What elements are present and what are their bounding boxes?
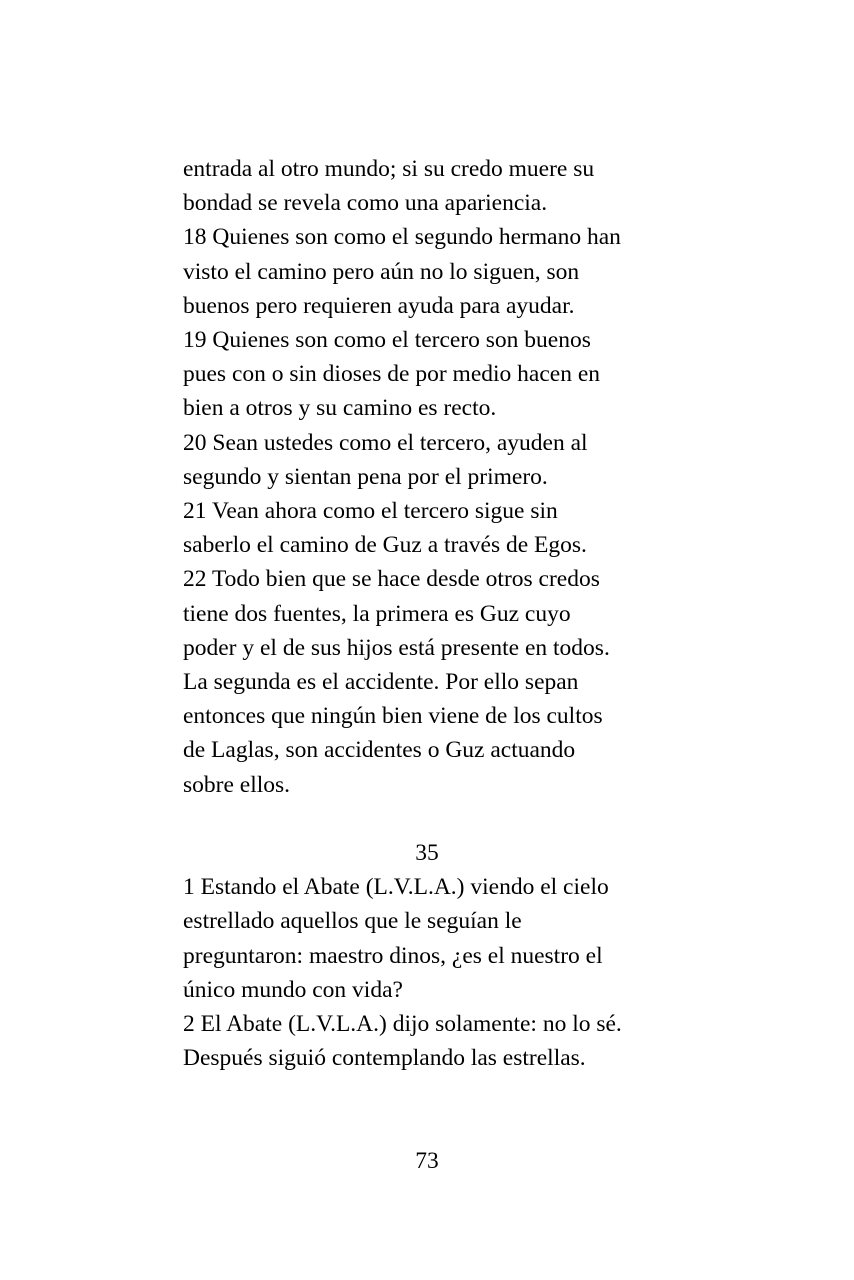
text-line: buenos pero requieren ayuda para ayudar. <box>183 292 575 319</box>
text-line: 22 Todo bien que se hace desde otros credos <box>183 566 600 593</box>
text-line: poder y el de sus hijos está presente en todos. <box>183 634 610 661</box>
blank-line <box>183 802 703 836</box>
text-line: bien a otros y su camino es recto. <box>183 395 497 422</box>
text-line: segundo y sientan pena por el primero. <box>183 463 548 490</box>
text-line: preguntaron: maestro dinos, ¿es el nuestro el <box>183 942 603 969</box>
page-number: 73 <box>415 1148 439 1174</box>
text-line: tiene dos fuentes, la primera es Guz cuyo <box>183 600 571 627</box>
chapter-number: 35 <box>415 840 439 867</box>
text-line: 18 Quienes son como el segundo hermano han <box>183 224 621 251</box>
text-line: único mundo con vida? <box>183 976 403 1003</box>
body-text <box>183 152 703 1075</box>
text-line: Después siguió contemplando las estrellas. <box>183 1045 586 1072</box>
text-line: entonces que ningún bien viene de los cultos <box>183 703 603 730</box>
text-line: saberlo el camino de Guz a través de Egos. <box>183 532 587 559</box>
text-line: sobre ellos. <box>183 771 291 798</box>
text-line: de Laglas, son accidentes o Guz actuando <box>183 737 576 764</box>
text-line: 1 Estando el Abate (L.V.L.A.) viendo el cielo <box>183 874 609 901</box>
text-line: 19 Quienes son como el tercero son buenos <box>183 327 591 354</box>
text-line: 21 Vean ahora como el tercero sigue sin <box>183 498 558 525</box>
text-line: 2 El Abate (L.V.L.A.) dijo solamente: no lo sé. <box>183 1011 622 1038</box>
text-line: visto el camino pero aún no lo siguen, son <box>183 258 580 285</box>
text-line: pues con o sin dioses de por medio hacen en <box>183 361 601 388</box>
text-line: 20 Sean ustedes como el tercero, ayuden al <box>183 429 588 456</box>
text-line: bondad se revela como una apariencia. <box>183 190 548 217</box>
text-line: estrellado aquellos que le seguían le <box>183 908 522 935</box>
text-line: entrada al otro mundo; si su credo muere su <box>183 156 595 182</box>
text-line: La segunda es el accidente. Por ello sepan <box>183 669 579 696</box>
